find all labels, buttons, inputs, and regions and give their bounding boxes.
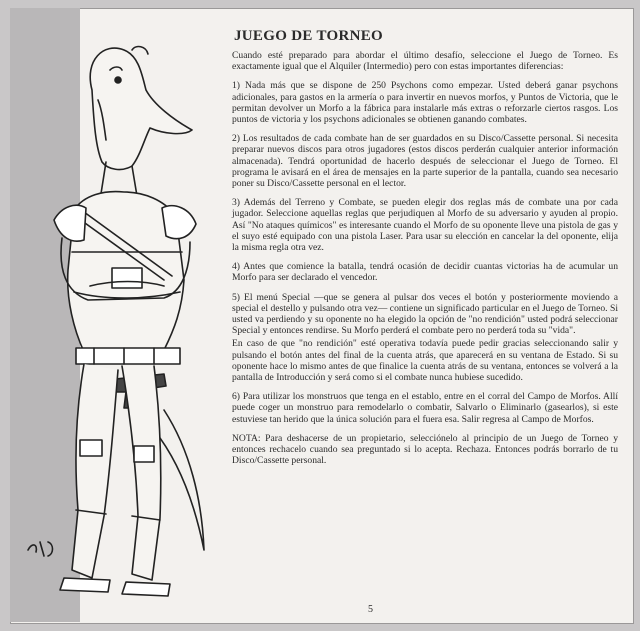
paragraph-1: 1) Nada más que se dispone de 250 Psychons como empezar. Usted deberá ganar psychons adicionales, para gastos en la armería o para invertir en nuevos morfos, y Puntos de Victoria, que le permitan devolver un Morfo a la fábrica para instalarle más extras o reforzarle ciertos rasgos. Los puntos de victoria y los psychons adicionales se obtienen ganando combates. xyxy=(232,80,618,126)
paragraph-5: 5) El menú Special —que se genera al pulsar dos veces el botón y posteriormente moviendo a special el destello y pulsando otra vez— contiene un significado particular en el Juego de Torneo. Si usted va perdiendo y su oponente no ha elegido la opción de "no rendición" usted podrá seleccionar Special y entonces rendirse. Su Morfo perderá el combate pero no perderá toda su "vida". xyxy=(232,291,618,337)
paragraph-2: 2) Los resultados de cada combate han de ser guardados en su Disco/Cassette personal. Si necesita preparar nuevos discos para otros jugadores (estos discos perderán cualquier anterior información almacenada). Tendrá oportunidad de hacerlo después de seleccionar el Juego de Torneo. El programa le avisará en el área de mensajes en la parte superior de la pantalla, cuando sea necesario poner su Disco/Cassette personal en el lector. xyxy=(232,133,618,190)
paragraph-5-continued: En caso de que "no rendición" esté operativa todavía puede pedir gracias seleccionando salir y pulsando el botón antes del final de la cuenta atrás, que aparecerá en su ventana de Estado. Si su oponente hace lo mismo antes de que finalice la cuenta atrás de su ventana, entonces se volverá a la pantalla de Introducción y será como si el combate nunca hubiese sucedido. xyxy=(232,338,618,384)
alien-soldier-illustration xyxy=(14,30,219,605)
paragraph-3: 3) Además del Terreno y Combate, se pueden elegir dos reglas más de combate una por cada jugador. Seleccione aquellas reglas que perjudiquen al Morfo de su adversario y ayuden al propio. Así "No ataques químicos" es interesante cuando el Morfo de su oponente lleve una pistola de gas y el suyo esté equipado con una pistola Laser. Para usar su elección en cancelar la del oponente, elija la misma regla otra vez. xyxy=(232,197,618,254)
paragraph-note: NOTA: Para deshacerse de un propietario, selecciónelo al principio de un Juego de Torneo y entonces rechacelo cuando sea preguntado si lo acepta. Rechaza. Entonces podrás borrarlo de tu Disco/Cassette personal. xyxy=(232,432,618,467)
page-number: 5 xyxy=(368,604,373,615)
paragraph-6: 6) Para utilizar los monstruos que tenga en el establo, entre en el corral del Campo de Morfos. Allí puede coger un monstruo para remodelarlo o combatir, Salvarlo o Eliminarlo (gasearlos), si este estuviese tan herido que la única solución para el fuera esa. Salir regresa al Campo de Morfos. xyxy=(232,391,618,425)
page-title: JUEGO DE TORNEO xyxy=(234,28,383,44)
article xyxy=(232,28,618,475)
paragraph-intro: Cuando esté preparado para abordar el último desafío, seleccione el Juego de Torneo. Es exactamente igual que el Alquiler (Intermedio) pero con estas importantes diferencias: xyxy=(232,50,618,73)
paragraph-4: 4) Antes que comience la batalla, tendrá ocasión de decidir cuantas victorias ha de acumular un Morfo para ser declarado el vencedor. xyxy=(232,261,618,284)
